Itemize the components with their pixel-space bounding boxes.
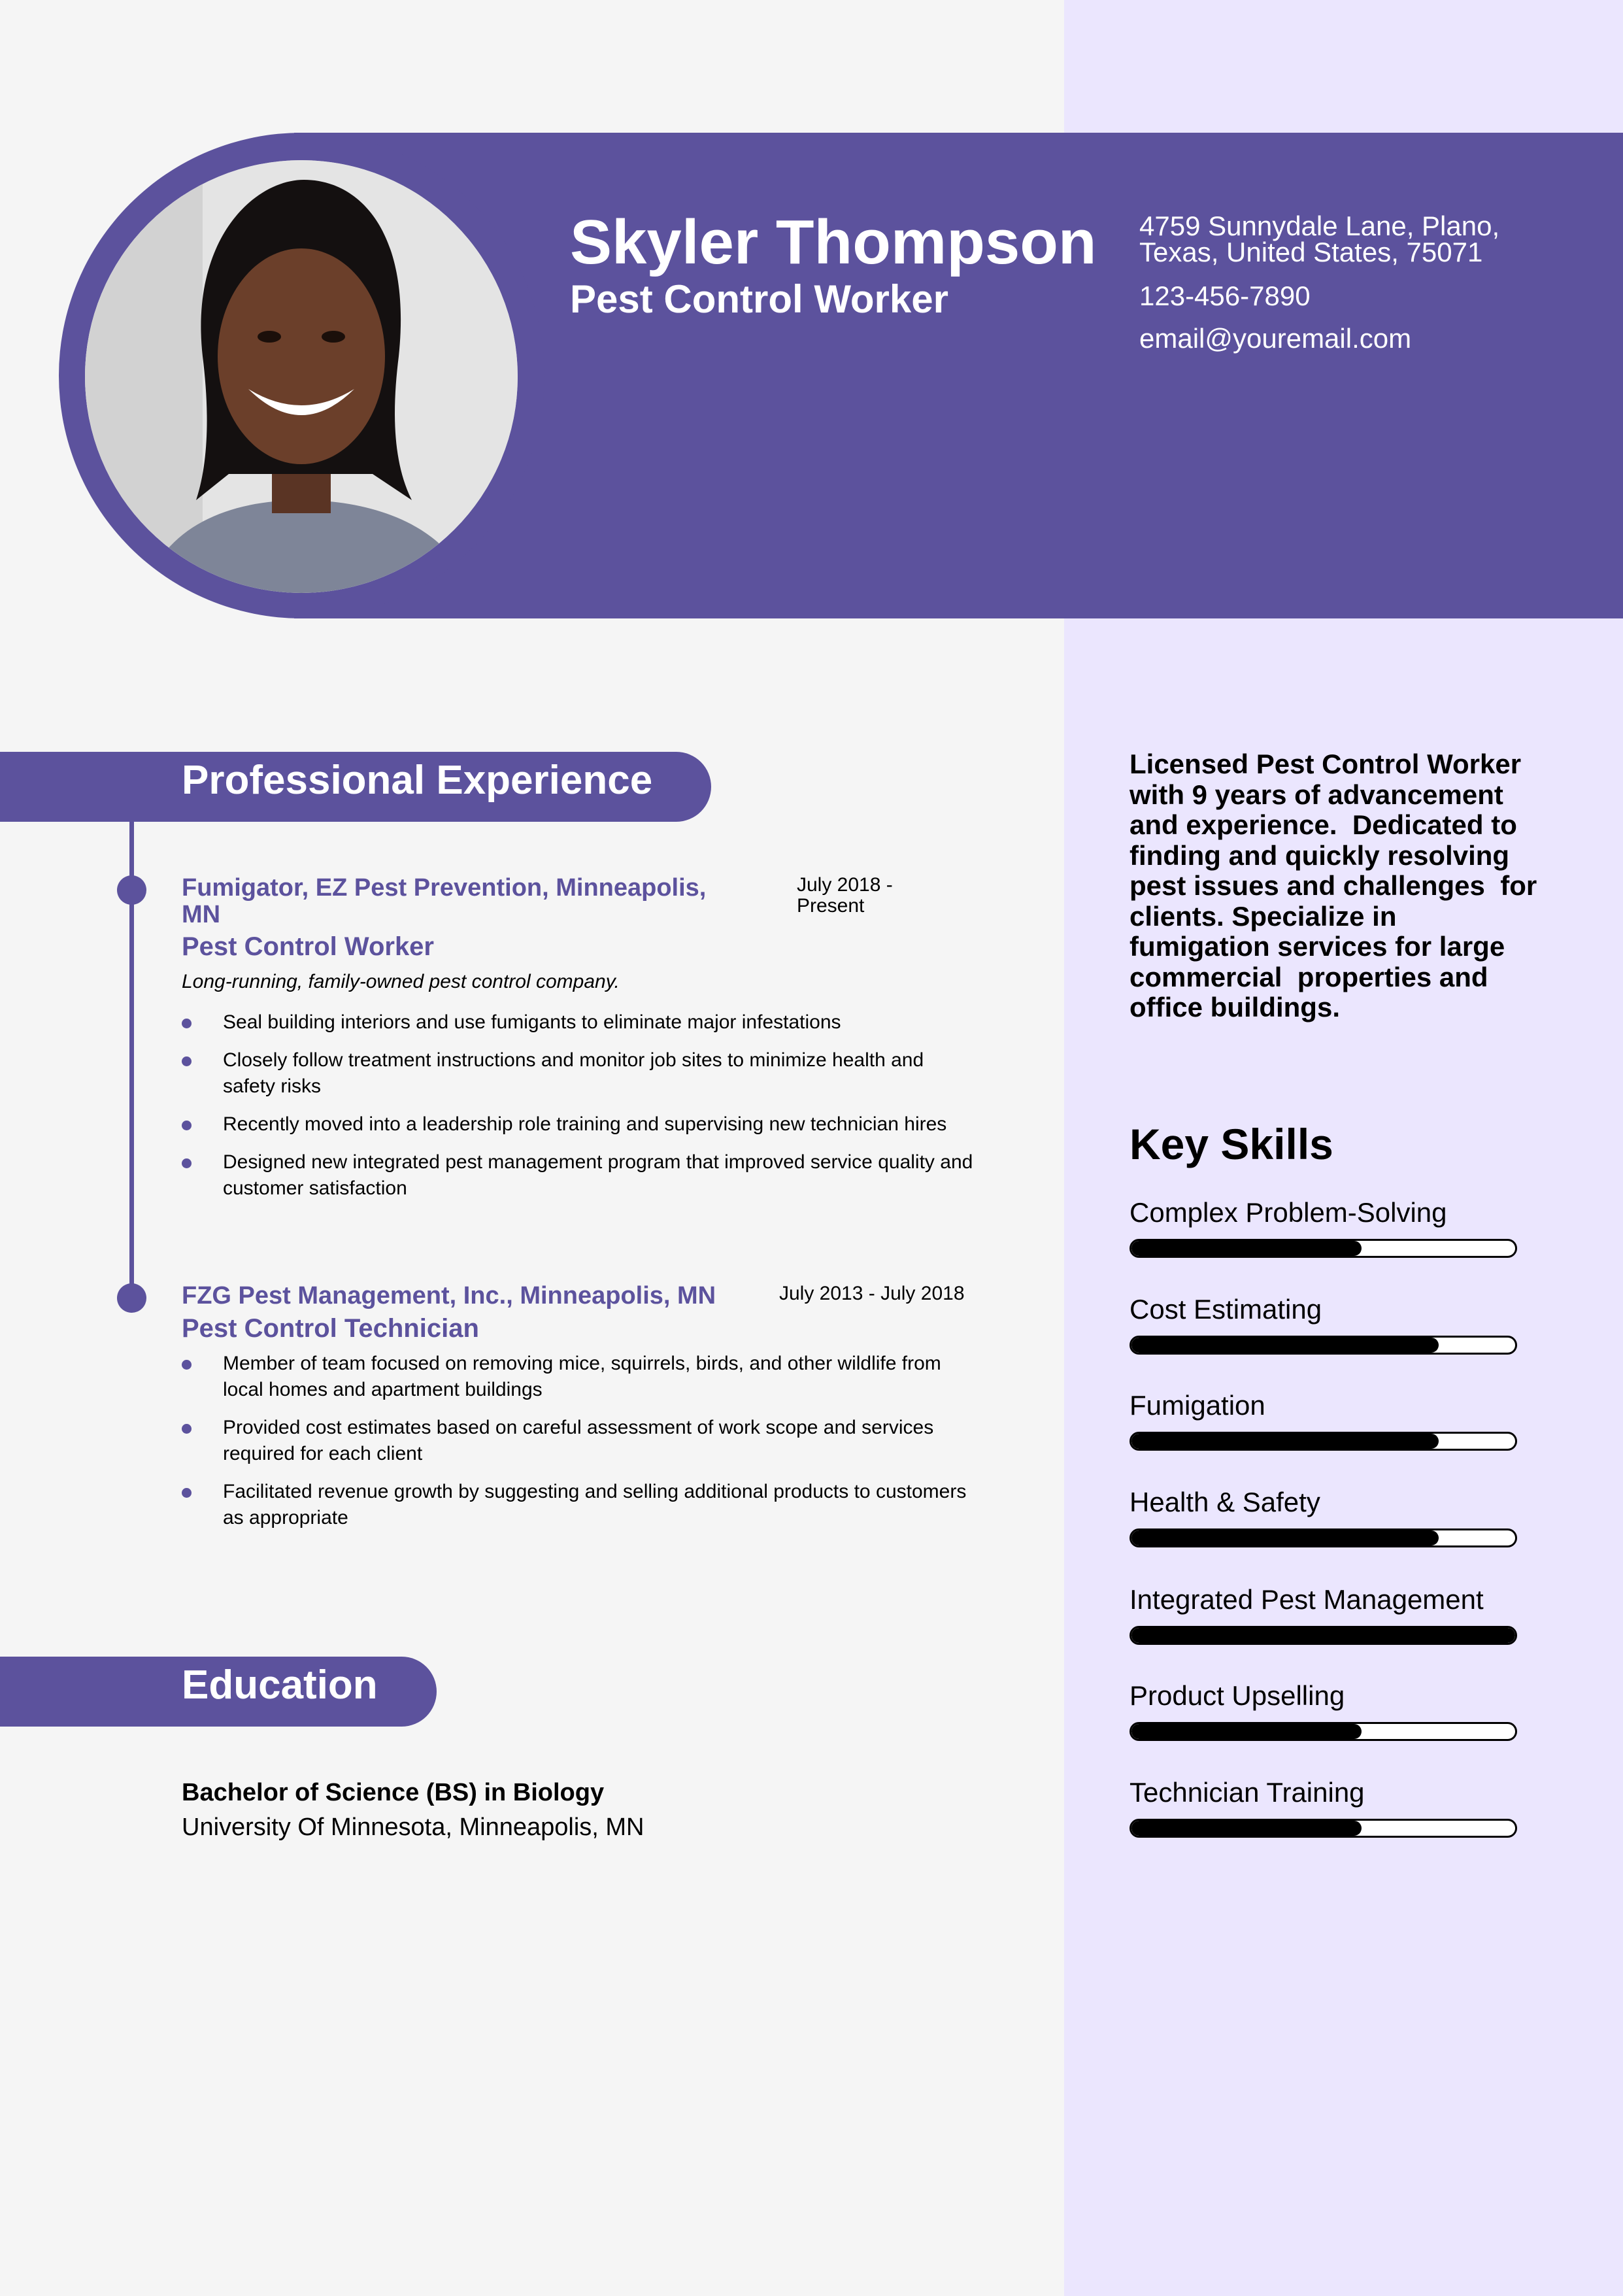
job-role: Pest Control Worker xyxy=(182,932,434,961)
skill-item xyxy=(1129,1197,1518,1258)
list-item: Recently moved into a leadership role training and supervising new technician hires xyxy=(182,1111,979,1138)
profile-photo xyxy=(85,160,518,593)
timeline-dot xyxy=(117,1283,146,1313)
job-bullets xyxy=(182,1009,979,1213)
skill-item xyxy=(1129,1390,1518,1451)
job-description: Long-running, family-owned pest control company. xyxy=(182,971,620,992)
skill-bar xyxy=(1129,1432,1517,1451)
skill-bar xyxy=(1129,1239,1517,1258)
skill-bar xyxy=(1129,1528,1517,1547)
profile-summary: Licensed Pest Control Worker with 9 years of advancement and experience. Dedicated to finding and quickly resolving pest issues and challenges for clients. Specialize in fumigation services for large commercial properties and office buildings. xyxy=(1129,749,1545,1022)
experience-heading: Professional Experience xyxy=(182,758,653,803)
list-item: Seal building interiors and use fumigants to eliminate major infestations xyxy=(182,1009,979,1036)
skill-item xyxy=(1129,1777,1518,1838)
job-bullets xyxy=(182,1351,979,1543)
education-degree: Bachelor of Science (BS) in Biology xyxy=(182,1779,605,1806)
list-item: Member of team focused on removing mice, squirrels, birds, and other wildlife from local homes and apartment buildings xyxy=(182,1351,979,1403)
skill-bar xyxy=(1129,1819,1517,1838)
contact-phone: 123-456-7890 xyxy=(1139,280,1311,311)
job-role: Pest Control Technician xyxy=(182,1314,479,1343)
list-item: Designed new integrated pest management program that improved service quality and customer satisfaction xyxy=(182,1149,979,1202)
list-item: Closely follow treatment instructions and monitor job sites to minimize health and safety risks xyxy=(182,1047,979,1100)
list-item: Provided cost estimates based on careful assessment of work scope and services required for each client xyxy=(182,1415,979,1467)
education-school: University Of Minnesota, Minneapolis, MN xyxy=(182,1814,644,1841)
list-item: Facilitated revenue growth by suggesting and selling additional products to customers as appropriate xyxy=(182,1479,979,1531)
contact-email[interactable]: email@youremail.com xyxy=(1139,323,1412,354)
education-heading: Education xyxy=(182,1663,378,1708)
skill-name: Product Upselling xyxy=(1129,1680,1345,1711)
job-dates: July 2013 - July 2018 xyxy=(779,1283,965,1304)
skill-name: Fumigation xyxy=(1129,1390,1265,1421)
skill-item xyxy=(1129,1680,1518,1741)
skill-bar xyxy=(1129,1722,1517,1741)
skill-name: Technician Training xyxy=(1129,1777,1365,1808)
job-company: Fumigator, EZ Pest Prevention, Minneapolis, MN xyxy=(182,874,707,928)
skill-name: Health & Safety xyxy=(1129,1487,1320,1517)
skill-item xyxy=(1129,1584,1518,1645)
skill-name: Cost Estimating xyxy=(1129,1294,1322,1325)
skill-level xyxy=(1131,1241,1362,1256)
candidate-name: Skyler Thompson xyxy=(570,207,1097,277)
job-dates: July 2018 - Present xyxy=(797,874,893,917)
skill-level xyxy=(1131,1724,1362,1739)
skill-level xyxy=(1131,1338,1439,1353)
skill-bar xyxy=(1129,1336,1517,1355)
skill-bar xyxy=(1129,1626,1517,1645)
skill-level xyxy=(1131,1821,1362,1836)
skill-name: Complex Problem-Solving xyxy=(1129,1197,1447,1228)
skills-heading: Key Skills xyxy=(1129,1120,1333,1168)
candidate-title: Pest Control Worker xyxy=(570,277,948,321)
skill-item xyxy=(1129,1487,1518,1547)
skill-level xyxy=(1131,1628,1515,1643)
contact-address: 4759 Sunnydale Lane, Plano, Texas, United States, 75071 xyxy=(1139,211,1500,267)
timeline-dot xyxy=(117,875,146,905)
skill-level xyxy=(1131,1434,1439,1449)
skill-name: Integrated Pest Management xyxy=(1129,1584,1484,1615)
job-company: FZG Pest Management, Inc., Minneapolis, MN xyxy=(182,1282,716,1309)
skill-item xyxy=(1129,1294,1518,1355)
skill-level xyxy=(1131,1530,1439,1545)
